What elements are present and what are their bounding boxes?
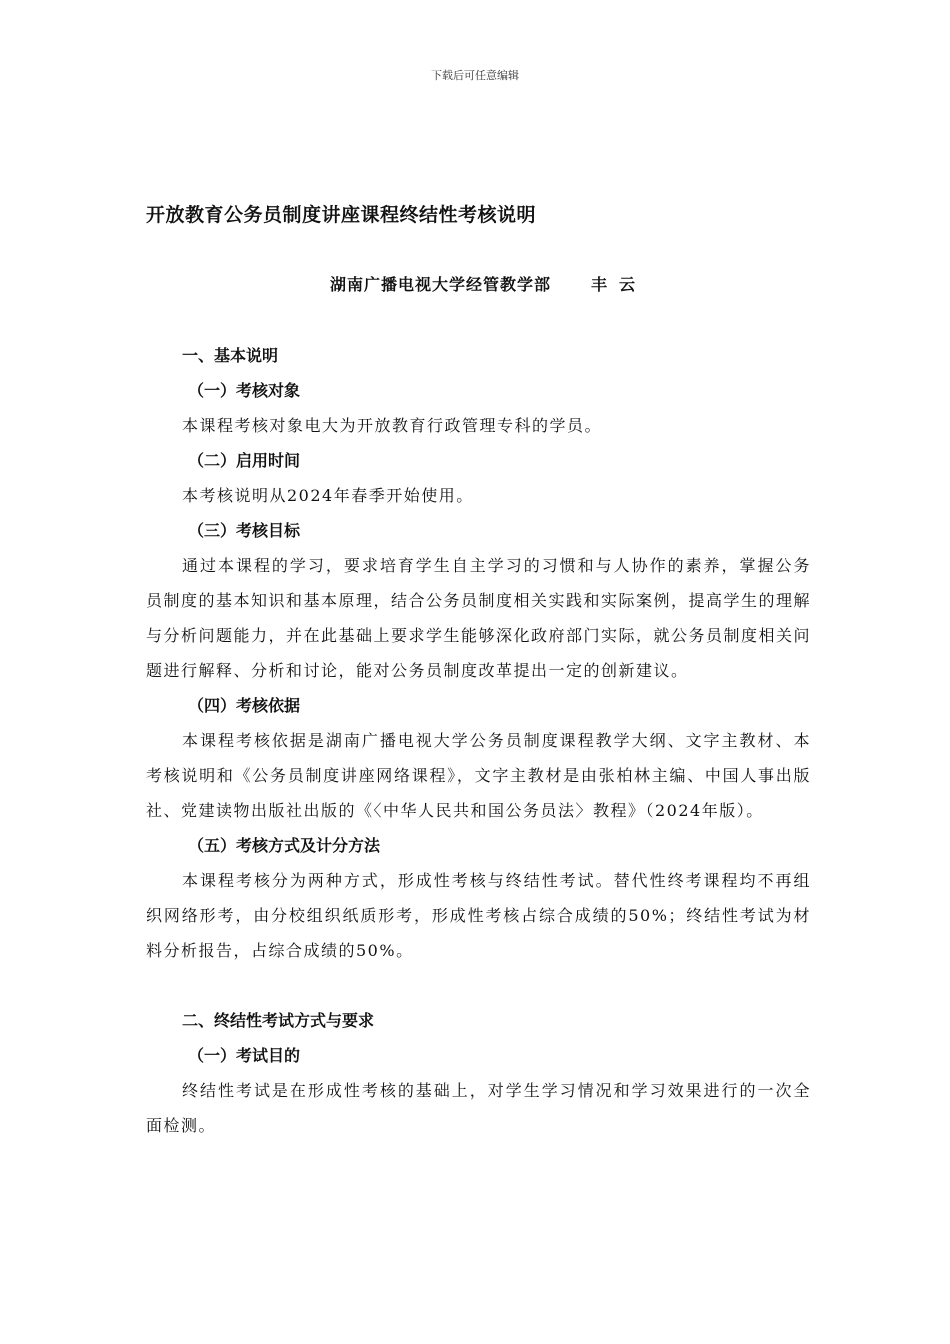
header-note: 下载后可任意编辑 <box>431 69 519 82</box>
subsection-heading-basis: （四）考核依据 <box>188 696 301 715</box>
paragraph-methods: 本课程考核分为两种方式，形成性考核与终结性考试。替代性终考课程均不再组织网络形考，由分校组织纸质形考，形成性考核占综合成绩的50%；终结性考试为材料分析报告，占综合成绩的50%。 <box>146 871 811 960</box>
section-spacer <box>146 968 811 1003</box>
subsection-heading-exam-purpose: （一）考试目的 <box>188 1046 301 1065</box>
author-line <box>330 272 647 295</box>
document-title: 开放教育公务员制度讲座课程终结性考核说明 <box>146 204 537 226</box>
subsection-heading-target: （一）考核对象 <box>188 381 301 400</box>
document-body <box>146 338 811 1143</box>
paragraph-start-time: 本考核说明从2024年春季开始使用。 <box>182 486 474 505</box>
paragraph-goals: 通过本课程的学习，要求培育学生自主学习的习惯和与人协作的素养，掌握公务员制度的基本知识和基本原理，结合公务员制度相关实践和实际案例，提高学生的理解与分析问题能力，并在此基础上要求学生能够深化政府部门实际，就公务员制度相关问题进行解释、分析和讨论，能对公务员制度改革提出一定的创新建议。 <box>146 556 812 680</box>
paragraph-target: 本课程考核对象电大为开放教育行政管理专科的学员。 <box>182 416 603 435</box>
author-name: 丰云 <box>591 275 648 294</box>
paragraph-exam-purpose: 终结性考试是在形成性考核的基础上，对学生学习情况和学习效果进行的一次全面检测。 <box>146 1081 811 1135</box>
section-heading-basic: 一、基本说明 <box>182 346 279 365</box>
paragraph-basis: 本课程考核依据是湖南广播电视大学公务员制度课程教学大纲、文字主教材、本考核说明和《公务员制度讲座网络课程》，文字主教材是由张柏林主编、中国人事出版社、党建读物出版社出版的《〈中华人民共和国公务员法〉教程》（2024年版）。 <box>146 731 811 820</box>
subsection-heading-goals: （三）考核目标 <box>188 521 301 540</box>
section-heading-final-exam: 二、终结性考试方式与要求 <box>182 1011 375 1030</box>
author-organization: 湖南广播电视大学经管教学部 <box>330 275 552 294</box>
subsection-heading-methods: （五）考核方式及计分方法 <box>188 836 381 855</box>
subsection-heading-start-time: （二）启用时间 <box>188 451 301 470</box>
